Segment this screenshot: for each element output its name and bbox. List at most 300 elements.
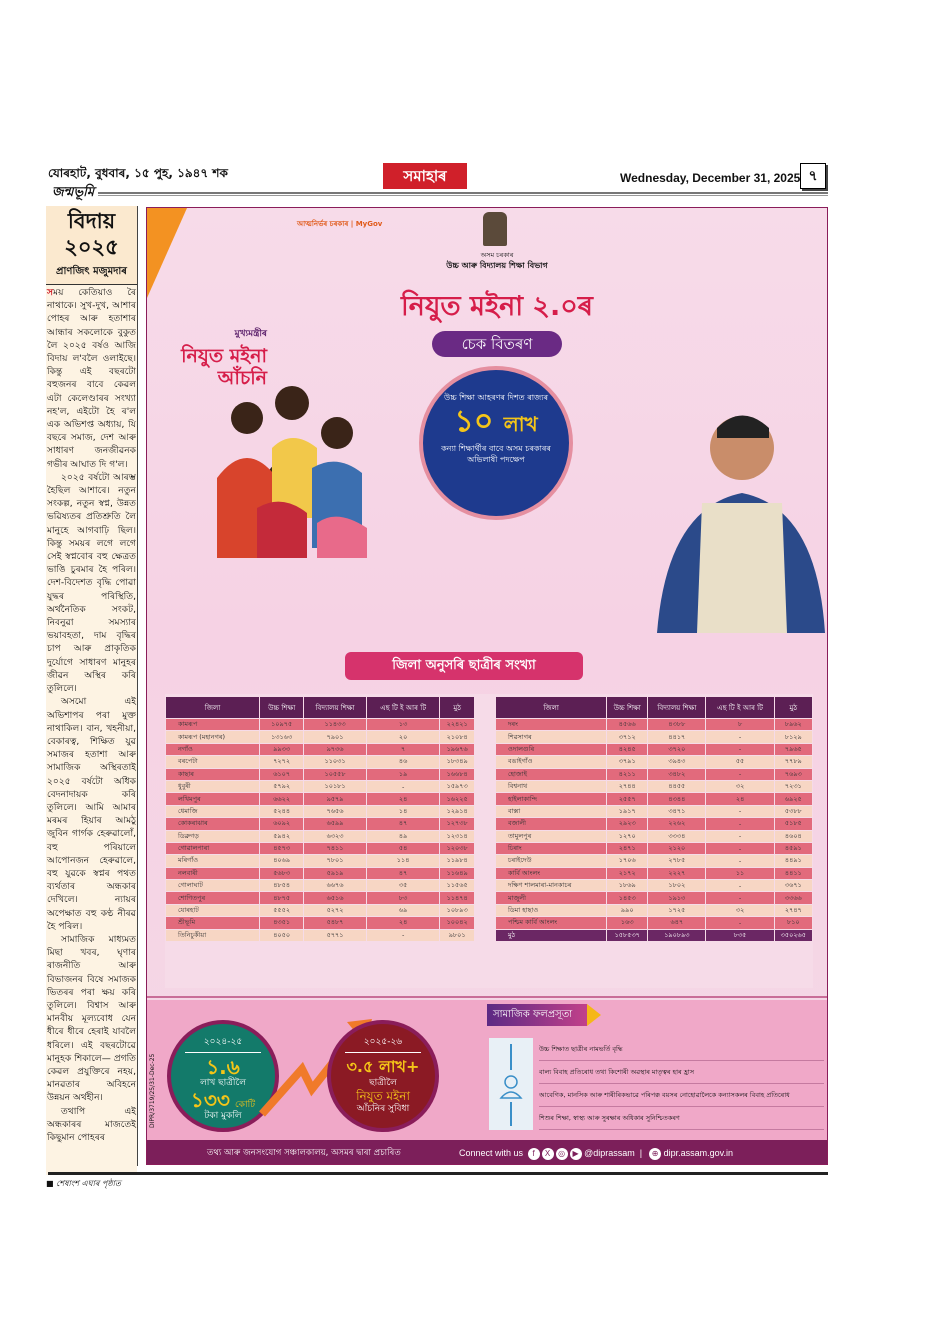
value-cell: ৪০৫০ [260,929,304,941]
stat-number: ১.৬ [206,1055,240,1079]
table-title: জিলা অনুসৰি ছাত্ৰীৰ সংখ্যা [345,652,583,680]
value-cell: ১৮৩৪৯ [440,756,475,768]
page-number: ৭ [800,163,826,189]
total-cell: ৮৩৫ [706,929,774,941]
value-cell: ৪৯ [366,830,439,842]
value-cell: - [706,855,774,867]
table-row [166,855,475,867]
column-header [46,206,137,285]
value-cell: ৪৩৫১ [260,917,304,929]
value-cell: ৪৮৭৫ [260,892,304,904]
partner-logo: আত্মনিৰ্ভৰ চৰকাৰ | MyGov [297,220,383,228]
value-cell: ৫৫৫২ [260,904,304,916]
stat-year: ২০২৫-২৬ [345,1034,421,1053]
section-title: সমাহাৰ [383,163,467,189]
table-row [166,818,475,830]
district-cell: মৰিগাঁও [166,855,260,867]
department-name: উচ্চ আৰু বিদ্যালয় শিক্ষা বিভাগ [446,261,548,270]
paragraph: ২০২৫ বৰ্ষটো আৰম্ভ হৈছিল আশাৰে। নতুন সংকল্প, নতুন স্বপ্ন, উন্নত ভৱিষ্যতৰ প্ৰতিশ্ৰুতি লৈ মানুহে আগবাঢ়ি ছিল। কিন্তু সময়ৰ লগে লগে সেই স্বপ্নবোৰ বহু ক্ষেত্ৰত ভাঙি চুৰমাৰ হৈ পৰিল। দেশ-বিদেশত বৃদ্ধি পোৱা যুদ্ধৰ পৰিস্থিতি, অৰ্থনৈতিক সংকট, নিবনুৱা সমস্যাৰ ভয়াবহতা, দাম বৃদ্ধিৰ চাপ আৰু প্ৰাকৃতিক দুৰ্যোগে সাধাৰণ মানুহৰ জীৱন অস্থিৰ কৰি তুলিলে। [47,472,136,695]
table-row [166,731,475,743]
district-cell: বঙাইগাঁও [496,756,607,768]
publisher-line: তথ্য আৰু জনসংযোগ সঞ্চালকালয়, অসমৰ দ্বাৰা প্ৰচাৰিত [207,1148,401,1158]
table-row [496,830,813,842]
date-english: Wednesday, December 31, 2025 [620,171,801,185]
district-table-left [165,696,475,942]
circle-bottom-text: কন্যা শিক্ষাৰ্থীৰ বাবে অসম চৰকাৰৰ অভিলাষী পদক্ষেপ [441,444,551,464]
value-cell: ১২৭০ [607,830,648,842]
district-cell: কোকৰাঝাৰ [166,818,260,830]
value-cell: ১১৫৬৫ [440,880,475,892]
impact-item: আবেগিক, মানসিক আৰু শাৰীৰিকভাৱে পৰিপক্ক বয়সৰ নোহোৱালৈকে কন্যাসকলৰ বিবাহ প্ৰতিৰোধ [539,1084,824,1107]
value-cell: - [706,743,774,755]
value-cell: ৯৫৭৯ [304,793,367,805]
amount-number: ১৩৩ [190,1088,230,1112]
value-cell: - [706,768,774,780]
value-cell: ৬১০৭ [260,768,304,780]
column-title [46,208,137,260]
value-cell: ২১২০ [648,842,706,854]
district-tables [165,694,813,988]
value-cell: ৩৪৭১ [648,805,706,817]
stat-line: আঁচনিৰ সুবিধা [356,1104,410,1114]
facebook-icon[interactable]: f [528,1148,540,1160]
value-cell: ১৯৬৭৬ [440,743,475,755]
chevron-icon [587,1004,601,1026]
value-cell: ৮ [706,719,774,731]
district-cell: বিশ্বনাথ [496,780,607,792]
value-cell: ১১৪৭৪ [440,892,475,904]
total-row [496,929,813,941]
table-row [166,830,475,842]
impact-list [539,1038,824,1130]
value-cell: ১৭০৬ [607,855,648,867]
stat-scheme: নিযুত মইনা [356,1089,410,1103]
impact-item: উচ্চ শিক্ষাত ছাত্ৰীৰ নামভৰ্তি বৃদ্ধি [539,1038,824,1061]
column-body [46,285,137,1175]
value-cell: ৬৯ [366,904,439,916]
total-cell: ১৯০৮৯৩ [648,929,706,941]
district-cell: কাৰ্বি আংলং [496,867,607,879]
value-cell: ৪০৬৯ [260,855,304,867]
value-cell: - [706,830,774,842]
value-cell: ১২০৩৮ [440,842,475,854]
value-cell: - [706,731,774,743]
value-cell: ৬৬২২ [260,793,304,805]
value-cell: ৬০৯২ [260,818,304,830]
value-cell: ৭৬৫৬ [304,805,367,817]
cheque-distribution-badge: চেক বিতৰণ [432,331,562,357]
value-cell: ৭৬৯৩ [774,768,812,780]
table-row [166,867,475,879]
value-cell: ৭৭৮৯ [774,756,812,768]
district-cell: কাছাৰ [166,768,260,780]
value-cell: ২২৪২১ [440,719,475,731]
value-cell: ১১৯৮৪ [440,855,475,867]
circle-top-text: উচ্চ শিক্ষা আহৰণৰ দিশত ৰাজ্যৰ [443,393,549,402]
paragraph: সামাজিক মাধ্যমত মিছা খবৰ, ঘৃণাৰ ৰাজনীতি আৰু বিভাজনৰ বিষে সমাজক ভিতৰৰ পৰা ক্ষয় কৰি তুলিলে। বিশ্বাস আৰু মানবীয় মূল্যবোধ যেন ধীৰে ধীৰে হেৰাই যাবলৈ ধৰিলে। এই বছৰটোৱে মানুহক শিকালে— প্ৰগতি কেৱল প্ৰযুক্তিৰে নহয়, মানৱতাৰ অবিহনে উন্নয়ন অৰ্থহীন। [47,934,136,1104]
students-illustration [187,348,397,558]
value-cell: ১০১৮১ [304,780,367,792]
value-cell: ৩৬৭১ [774,880,812,892]
value-cell: ২৪৭১ [607,842,648,854]
table-row [496,805,813,817]
value-cell: ১১ [706,867,774,879]
value-cell: - [706,880,774,892]
value-cell: - [706,818,774,830]
district-cell: নগাঁও [166,743,260,755]
value-cell: ১৯১৭ [607,805,648,817]
value-cell: ৫৬৮৩ [260,867,304,879]
district-cell: ডিমা হাছাও [496,904,607,916]
district-cell: গোলাঘাট [166,880,260,892]
value-cell: ৫২৪৪ [260,805,304,817]
value-cell: ৮৯৬২ [774,719,812,731]
impact-item: বাল্য বিবাহ প্ৰতিৰোধ তথা কিশোৰী অৱস্থাৰ মাতৃত্বৰ হাৰ হ্ৰাস [539,1061,824,1084]
value-cell: ১৮০২ [648,880,706,892]
column-header: এছ টি ই আৰ টি [706,697,774,719]
district-cell: ওদালগুৰি [496,743,607,755]
column-header: বিদ্যালয় শিক্ষা [304,697,367,719]
table-row [496,917,813,929]
value-cell: ২৫৫৭ [607,793,648,805]
table-row [166,743,475,755]
value-cell: ২৪ [706,793,774,805]
social-links: Connect with us f X ◎ ▶ @diprassam | ⊕ dipr.assam.gov.in [459,1148,733,1158]
district-cell: লখিমপুৰ [166,793,260,805]
student-icon [489,1038,533,1130]
district-cell: ডিব্ৰুগড় [166,830,260,842]
district-cell: দৰং [496,719,607,731]
value-cell: ৯৭৩৬ [304,743,367,755]
value-cell: ১৭২৫ [648,904,706,916]
value-cell: ৫৪৮৭ [304,917,367,929]
column-header: মুঠ [774,697,812,719]
district-cell: কামৰূপ (মহানগৰ) [166,731,260,743]
value-cell: ৫৭৯২ [260,780,304,792]
district-cell: নলবাৰী [166,867,260,879]
instagram-icon[interactable]: ◎ [556,1148,568,1160]
value-cell: ২০ [366,731,439,743]
table-row [166,904,475,916]
value-cell: ২১৭২ [607,867,648,879]
value-cell: ৪৭ [366,818,439,830]
value-cell: ১৬২২৫ [440,793,475,805]
value-cell: ১৪৫৩ [607,892,648,904]
value-cell: ৪৬ [366,756,439,768]
district-cell: শিৱসাগৰ [496,731,607,743]
value-cell: ৫১৮৫ [774,818,812,830]
table-row [496,768,813,780]
header-rule [48,192,828,196]
value-cell: ১৫৯৭৩ [440,780,475,792]
value-cell: ১১৪ [366,855,439,867]
value-cell: ১৩ [366,719,439,731]
value-cell: ৪৫৯১ [774,842,812,854]
value-cell: - [366,780,439,792]
table-row [166,880,475,892]
value-cell: ২৯২৩ [607,818,648,830]
value-cell: ১১০৩১ [304,756,367,768]
state-emblem-icon [483,212,507,246]
value-cell: ৪৫৬৬ [607,719,648,731]
value-cell: ৭৯০১ [304,731,367,743]
stat-line: টকা মুকলি [204,1111,242,1121]
table-row [496,793,813,805]
value-cell: ২২৬২ [648,818,706,830]
paragraph-text: ময় কেতিয়াও ৰৈ নাথাকে। সুখ-দুখ, আশাৰ পোহৰ আৰু হতাশাৰ আন্ধাৰ সকলোকে বুকুত লৈ ২০২৫ বৰ্ষও আজি বিদায় ল'বলৈ ওলাইছে। কিন্তু এই বছৰটো বহুজনৰ বাবে কেৱল এটা কেলেণ্ডাৰৰ সংখ্যা নহ'ল, এইটো হৈ ৰ'ল এক অভিশপ্ত অধ্যায়, যি বছৰে সমাজ, দেশ আৰু সাধাৰণ জনজীৱনক গভীৰ আঘাত দি গ'ল। [47,288,136,470]
value-cell: ৪৭ [366,867,439,879]
value-cell: ৭২৭২ [260,756,304,768]
table-row [496,719,813,731]
table-row [166,929,475,941]
value-cell: ৬৫৯৯ [304,818,367,830]
stat-line: ছাত্ৰীলৈ [369,1078,397,1088]
district-cell: পশ্চিম কাৰ্বি আংলং [496,917,607,929]
total-cell: ৩৫০২৬৫ [774,929,812,941]
column-header: বিদ্যালয় শিক্ষা [648,697,706,719]
value-cell: ৫২৭২ [304,904,367,916]
value-cell: ৪৩৮৮ [648,719,706,731]
column-header: উচ্চ শিক্ষা [260,697,304,719]
scheme-title: নিযুত মইনা ২.০ৰ [400,291,593,322]
value-cell: ১১৪৩৩ [304,719,367,731]
district-cell: দক্ষিণ শালমাৰা-মানকাচৰ [496,880,607,892]
value-cell: ৭ [366,743,439,755]
value-cell: - [366,929,439,941]
value-cell: ১২৯১৪ [440,805,475,817]
value-cell: ১০৯৭৫ [260,719,304,731]
value-cell: ৫৩৮৮ [774,805,812,817]
district-cell: তামুলপুৰ [496,830,607,842]
ad-footer [147,1140,828,1165]
impact-title: সামাজিক ফলপ্ৰসূতা [487,1004,587,1026]
district-cell: শ্ৰীভূমি [166,917,260,929]
value-cell: ১৯১৩ [648,892,706,904]
paragraph [47,287,136,472]
x-icon[interactable]: X [542,1148,554,1160]
website-link[interactable]: dipr.assam.gov.in [663,1148,733,1158]
district-cell: ধেমাজি [166,805,260,817]
value-cell: ১০৮৯৩ [440,904,475,916]
dropcap: স [47,288,54,298]
district-cell: ধুবুৰী [166,780,260,792]
value-cell: ৭২৩১ [774,780,812,792]
value-cell: ৯৮০১ [440,929,475,941]
continued-note: ■ শেষাংশ এঘাৰ পৃষ্ঠাত [46,1179,121,1188]
value-cell: ৩২ [706,904,774,916]
table-row [166,780,475,792]
value-cell: ১৯ [366,768,439,780]
value-cell: ৮১২৯ [774,731,812,743]
table-row [166,917,475,929]
value-cell: ৭৯৬৫ [774,743,812,755]
value-cell: ৪৪৯১ [774,855,812,867]
value-cell: ৭৪১১ [304,842,367,854]
value-cell: ১৪ [366,805,439,817]
table-row [166,842,475,854]
page-bottom-rule [48,1172,828,1175]
youtube-icon[interactable]: ▶ [570,1148,582,1160]
value-cell: ৪৫৭৩ [260,842,304,854]
value-cell: ৬৬৭৬ [304,880,367,892]
table-row [166,756,475,768]
table-row [496,892,813,904]
table-row [166,719,475,731]
advertisement [146,207,828,1165]
opinion-column [46,206,138,1188]
cm-label: মুখ্যমন্ত্ৰীৰ [234,329,267,339]
government-label: অসম চৰকাৰ [480,251,514,259]
value-cell: ২৭৪৭ [774,904,812,916]
value-cell: ৪২৪৫ [607,743,648,755]
district-cell: হোজাই [496,768,607,780]
value-cell: ৩৯৪৩ [648,756,706,768]
district-cell: চিৰাং [496,842,607,854]
column-author: প্ৰাণজিৎ মজুমদাৰ [56,266,127,277]
value-cell: ২৪ [366,917,439,929]
value-cell: ৩৩৬৬ [774,892,812,904]
value-cell: - [706,917,774,929]
value-cell: ১০৫৫৮ [304,768,367,780]
district-cell: মাজুলী [496,892,607,904]
district-cell: শোণিতপুৰ [166,892,260,904]
table-row [496,855,813,867]
stats-section [147,1000,828,1140]
value-cell: ৫৪ [366,842,439,854]
value-cell: ৫৭৭১ [304,929,367,941]
value-cell: ১৬৬৮৪ [440,768,475,780]
value-cell: ৫৯৪২ [260,830,304,842]
table-row [166,892,475,904]
value-cell: ৬৯২৫ [774,793,812,805]
total-cell: ১৫৮৫৩৭ [607,929,648,941]
table-row [166,768,475,780]
value-cell: ৪২১১ [607,768,648,780]
value-cell: ২৭৪৪ [607,780,648,792]
title-year: ২০২৫ [64,234,119,259]
column-header: উচ্চ শিক্ষা [607,697,648,719]
paragraph: অসমো এই অভিশাপৰ পৰা মুক্ত নাথাকিল। বান, খহনীয়া, বেকাৰত্ব, শিক্ষিত যুৱ সমাজৰ হতাশা আৰু সামাজিক অস্থিৰতাই ২০২৫ বৰ্ষটো অধিক বেদনাদায়ক কৰি তুলিলে। আমি আমাৰ মৰমৰ হিয়াৰ আমঠু জুবিন গাৰ্গক হেৰুৱালোঁ, বহু পৰিয়ালে আপোনজন হেৰুৱালে, বহু যুৱকে স্বপ্নৰ পথত ব্যৰ্থতাৰ অন্ধকাৰ দেখিলে। ন্যায়ৰ অপেক্ষাত বহু কণ্ঠ নীৰৱ হৈ পৰিল। [47,697,136,932]
value-cell: ৭৮০১ [304,855,367,867]
stat-line: লাখ ছাত্ৰীলৈ [200,1078,246,1088]
table-row [496,731,813,743]
impact-item: শিশুৰ শিক্ষা, স্বাস্থ্য আৰু সুৰক্ষাৰ অধিকাৰ সুনিশ্চিতকৰণ [539,1107,824,1130]
table-row [496,842,813,854]
value-cell: ১৩১৬৩ [260,731,304,743]
table-row [496,904,813,916]
table-row [496,867,813,879]
value-cell: - [706,892,774,904]
column-header: জিলা [496,697,607,719]
stat-year: ২০২৪-২৫ [185,1034,261,1053]
ten-lakh-circle [419,366,573,520]
newspaper-logo: জন্মভূমি [48,183,98,204]
value-cell: ৩২ [706,780,774,792]
table-row [166,793,475,805]
ten-number: ১০ [454,404,494,439]
district-cell: হাইলাকান্দি [496,793,607,805]
paragraph: তথাপি এই অন্ধকাৰৰ মাজতেই কিছুমান পোহৰৰ [47,1106,136,1143]
district-cell: চৰাইদেউ [496,855,607,867]
value-cell: - [706,805,774,817]
dateline: যোৰহাট, বুধবাৰ, ১৫ পুহ, ১৯৪৭ শক [48,166,228,180]
value-cell: ২৪ [366,793,439,805]
value-cell: ৩৭২০ [648,743,706,755]
value-cell: ৪৬০৪ [774,830,812,842]
value-cell: ৩৭৯১ [607,756,648,768]
value-cell: ৪৩৪৪ [648,793,706,805]
district-cell: কামৰূপ [166,719,260,731]
value-cell: ৩৭১২ [607,731,648,743]
value-cell: ৬৫১৬ [304,892,367,904]
value-cell: ২১০৮৪ [440,731,475,743]
value-cell: ৫৯১৯ [304,867,367,879]
value-cell: ১৮৬৯ [607,880,648,892]
value-cell: ২২২৭ [648,867,706,879]
social-handle[interactable]: @diprassam [584,1148,635,1158]
value-cell: ৯৯৩৩ [260,743,304,755]
value-cell: ৩৫ [366,880,439,892]
district-cell: তিনিচুকীয়া [166,929,260,941]
value-cell: ৮৩ [366,892,439,904]
value-cell: ৫৫ [706,756,774,768]
stat-number: ৩.৫ লাখ+ [346,1057,420,1076]
dipr-code: DIPR/3719/25/31-Dec-25 [149,1053,156,1128]
stat-2025-26 [327,1020,439,1132]
value-cell: ৪৪১১ [774,867,812,879]
value-cell: ৬৪৭ [648,917,706,929]
value-cell: ৩৪৮২ [648,768,706,780]
table-row [496,743,813,755]
column-header: জিলা [166,697,260,719]
table-row [166,805,475,817]
value-cell: ৯৯০ [607,904,648,916]
value-cell: - [706,842,774,854]
district-cell: বজালী [496,818,607,830]
value-cell: ৪৪১৭ [648,731,706,743]
scheme-name: নিযুত মইনা [181,345,267,367]
value-cell: ৪৪৫৫ [648,780,706,792]
connect-label: Connect with us [459,1148,524,1158]
scheme-word: আঁচনি [217,367,267,389]
title-word: বিদায় [67,208,116,233]
table-row [496,880,813,892]
district-table-right [495,696,813,942]
amount-unit: কোটি [235,1100,256,1110]
value-cell: ২৭৮৫ [648,855,706,867]
column-header: এছ টি ই আৰ টি [366,697,439,719]
value-cell: ৩৩৩৪ [648,830,706,842]
value-cell: ৪৮৫৪ [260,880,304,892]
value-cell: ১১৬৪৯ [440,867,475,879]
district-cell: যোৰহাট [166,904,260,916]
value-cell: ১২৭৩৮ [440,818,475,830]
divider [147,996,828,998]
web-icon: ⊕ [649,1148,661,1160]
chief-minister-photo [647,398,827,633]
value-cell: ৮১০ [774,917,812,929]
table-row [496,756,813,768]
value-cell: ১৬৩ [607,917,648,929]
total-cell: মুঠ [496,929,607,941]
table-row [496,818,813,830]
table-row [496,780,813,792]
lakh-unit: লাখ [503,412,538,436]
value-cell: ১২৩১৪ [440,830,475,842]
column-header: মুঠ [440,697,475,719]
value-cell: ১০০৪২ [440,917,475,929]
district-cell: বাক্সা [496,805,607,817]
